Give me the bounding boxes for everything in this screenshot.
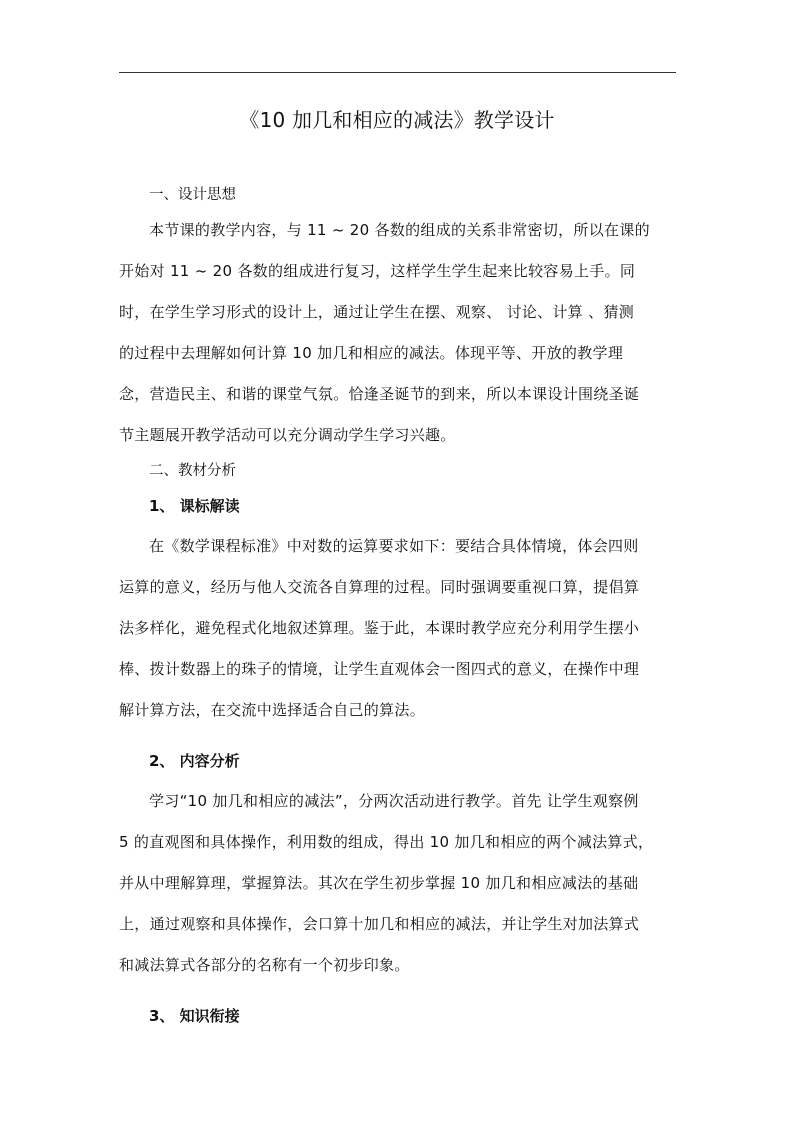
paragraph-line: 开始对 11 ~ 20 各数的组成进行复习，这样学生学生起来比较容易上手。同 bbox=[119, 262, 636, 280]
paragraph-line: 学习“10 加几和相应的减法”，分两次活动进行教学。首先 让学生观察例 bbox=[149, 792, 639, 810]
paragraph-line: 节主题展开教学活动可以充分调动学生学习兴趣。 bbox=[119, 426, 456, 444]
paragraph-line: 和减法算式各部分的名称有一个初步印象。 bbox=[119, 956, 410, 974]
paragraph-line: 在《数学课程标准》中对数的运算要求如下：要结合具体情境，体会四则 bbox=[149, 537, 639, 555]
document-title: 《10 加几和相应的减法》教学设计 bbox=[239, 108, 555, 132]
paragraph-line: 运算的意义，经历与他人交流各自算理的过程。同时强调要重视口算，提倡算 bbox=[119, 578, 640, 596]
section-heading-design-idea: 一、设计思想 bbox=[149, 187, 236, 203]
paragraph-line: 解计算方法，在交流中选择适合自己的算法。 bbox=[119, 701, 426, 719]
paragraph-line: 并从中理解算理，掌握算法。其次在学生初步掌握 10 加几和相应减法的基础 bbox=[119, 874, 639, 892]
subsection-heading-curriculum: 1、 课标解读 bbox=[149, 497, 240, 515]
paragraph-line: 的过程中去理解如何计算 10 加几和相应的减法。体现平等、开放的教学理 bbox=[119, 344, 624, 362]
paragraph-line: 5 的直观图和具体操作，利用数的组成，得出 10 加几和相应的两个减法算式， bbox=[119, 833, 654, 851]
paragraph-line: 法多样化，避免程式化地叙述算理。鉴于此，本课时教学应充分利用学生摆小 bbox=[119, 619, 640, 637]
document-body bbox=[119, 180, 676, 1036]
subsection-heading-knowledge-link: 3、 知识衔接 bbox=[149, 1007, 240, 1025]
paragraph-line: 念，营造民主、和谐的课堂气氛。恰逢圣诞节的到来，所以本课设计围绕圣诞 bbox=[119, 385, 640, 403]
subsection-heading-content-analysis: 2、 内容分析 bbox=[149, 752, 240, 770]
paragraph-line: 时，在学生学习形式的设计上，通过让学生在摆、观察、 讨论、计算 、猜测 bbox=[119, 303, 635, 321]
section-heading-material-analysis: 二、教材分析 bbox=[149, 463, 236, 479]
paragraph-line: 本节课的教学内容，与 11 ~ 20 各数的组成的关系非常密切，所以在课的 bbox=[149, 221, 650, 239]
header-rule bbox=[119, 72, 676, 73]
paragraph-line: 棒、拨计数器上的珠子的情境，让学生直观体会一图四式的意义，在操作中理 bbox=[119, 660, 640, 678]
paragraph-line: 上，通过观察和具体操作，会口算十加几和相应的减法，并让学生对加法算式 bbox=[119, 915, 640, 933]
